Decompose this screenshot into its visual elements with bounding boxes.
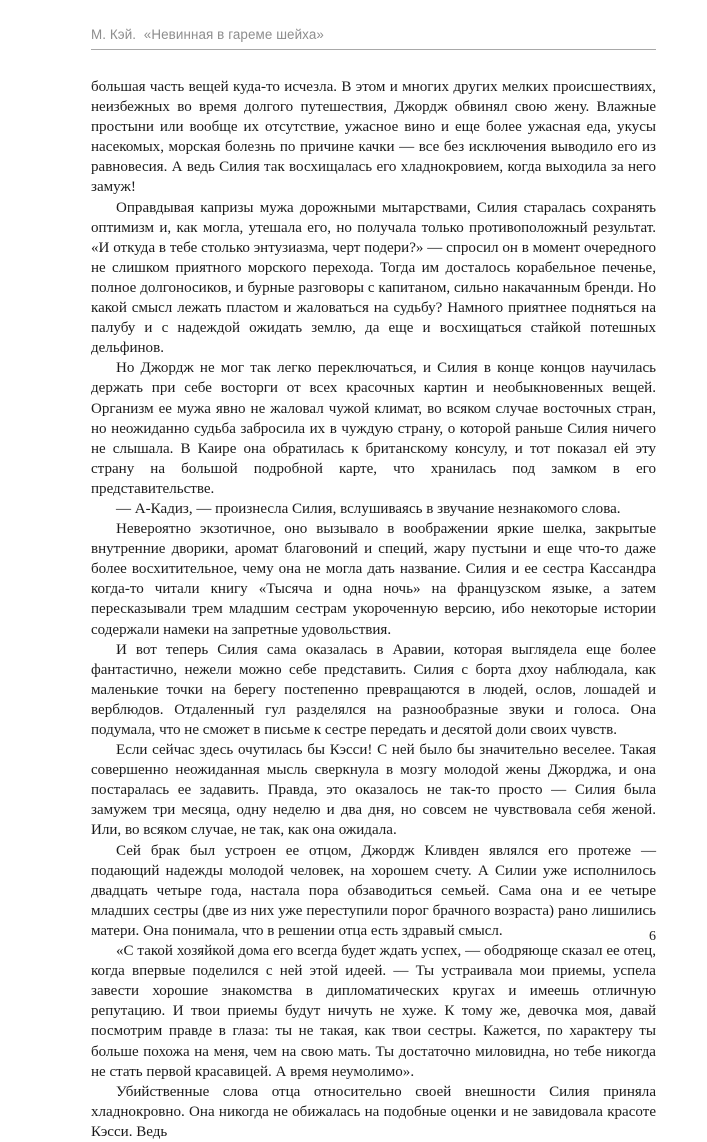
header-author: М. Кэй. xyxy=(91,27,137,42)
page-number: 6 xyxy=(649,929,656,944)
header-divider xyxy=(91,49,656,50)
paragraph: «С такой хозяйкой дома его всегда будет ждать успех, — ободряюще сказал ее отец, когда впервые поделился с ней этой идеей. — Ты устраивала мои приемы, успела завести хорошие знакомства в дипломатических кругах и имеешь отличную репутацию. И твои приемы будут ничуть не хуже. К тому же, девочка моя, давай посмотрим правде в глаза: ты не такая, как твои сестры. Кажется, по характеру ты больше похожа на меня, чем на свою мать. Ты достаточно миловидна, но тебе никогда не стать первой красавицей. А время неумолимо». xyxy=(91,943,656,1080)
paragraph: Сей брак был устроен ее отцом, Джордж Кливден являлся его протеже — подающий надежды молодой человек, на хорошем счету. А Силии уже исполнилось двадцать четыре года, настала пора обзаводиться семьей. Сама она и ее четыре младших сестры (две из них уже переступили порог брачного возраста) рано лишились матери. Она понимала, что в решении отца есть здравый смысл. xyxy=(91,842,656,939)
paragraph: Но Джордж не мог так легко переключаться, и Силия в конце концов научилась держать при себе восторги от всех красочных картин и необыкновенных вещей. Организм ее мужа явно не жаловал чужой климат, во всяком случае восточных стран, но неожиданно судьба забросила их в чуждую страну, о которой раньше Силия ничего не слышала. В Каире она обратилась к британскому консулу, и тот показал ей эту страну на большой подробной карте, что хранилась под замком в его представительстве. xyxy=(91,360,656,497)
running-header xyxy=(91,27,656,49)
paragraph: большая часть вещей куда-то исчезла. В этом и многих других мелких происшествиях, неизбежных во время долгого путешествия, Джордж обвинял свою жену. Влажные простыни или вообще их отсутствие, ужасное вино и еще более ужасная еда, укусы насекомых, морская болезнь по причине качки — все без исключения выводило его из равновесия. А ведь Силия так восхищалась его хладнокровием, когда выходила за него замуж! xyxy=(91,79,656,196)
paragraph: Если сейчас здесь очутилась бы Кэсси! С ней было бы значительно веселее. Такая совершенно неожиданная мысль сверкнула в мозгу молодой жены Джорджа, и она постаралась ее задавить. Правда, это оказалось не так-то просто — Силия была замужем три месяца, одну неделю и два дня, но совсем не чувствовала себя женой. Или, во всяком случае, не так, как она ожидала. xyxy=(91,742,656,839)
paragraph: И вот теперь Силия сама оказалась в Аравии, которая выглядела еще более фантастично, нежели можно себе представить. Силия с борта дхоу наблюдала, как маленькие точки на берегу постепенно превращаются в людей, ослов, лошадей и верблюдов. Отдаленный гул разделялся на разнообразные звуки и голоса. Она подумала, что не сможет в письме к сестре передать и десятой доли своих чувств. xyxy=(91,641,656,738)
paragraph: Оправдывая капризы мужа дорожными мытарствами, Силия старалась сохранять оптимизм и, как могла, утешала его, но получала только противоположный результат. «И откуда в тебе столько энтузиазма, черт подери?» — спросил он в момент очередного не слишком приятного морского перехода. Тогда им досталось корабельное печенье, полное долгоносиков, и бурные разговоры с капитаном, сильно накачанным бренди. Но какой смысл лежать пластом и жаловаться на судьбу? Намного приятнее подняться на палубу и с надеждой ожидать землю, да еще и восхищаться стайкой потешных дельфинов. xyxy=(91,199,656,357)
paragraph: — А-Кадиз, — произнесла Силия, вслушиваясь в звучание незнакомого слова. xyxy=(116,500,621,517)
body-text xyxy=(91,77,656,1142)
paragraph: Убийственные слова отца относительно своей внешности Силия приняла хладнокровно. Она никогда не обижалась на подобные оценки и не завидовала красоте Кэсси. Ведь xyxy=(91,1083,656,1140)
paragraph: Невероятно экзотичное, оно вызывало в воображении яркие шелка, закрытые внутренние дворики, аромат благовоний и специй, жару пустыни и еще что-то даже более восхитительное, чему она не могла дать название. Силия и ее сестра Кассандра когда-то читали книгу «Тысяча и одна ночь» на французском языке, а затем пересказывали трем младшим сестрам укороченную версию, ибо некоторые истории содержали намеки на запретные удовольствия. xyxy=(91,521,656,638)
header-title: «Невинная в гареме шейха» xyxy=(143,27,324,42)
